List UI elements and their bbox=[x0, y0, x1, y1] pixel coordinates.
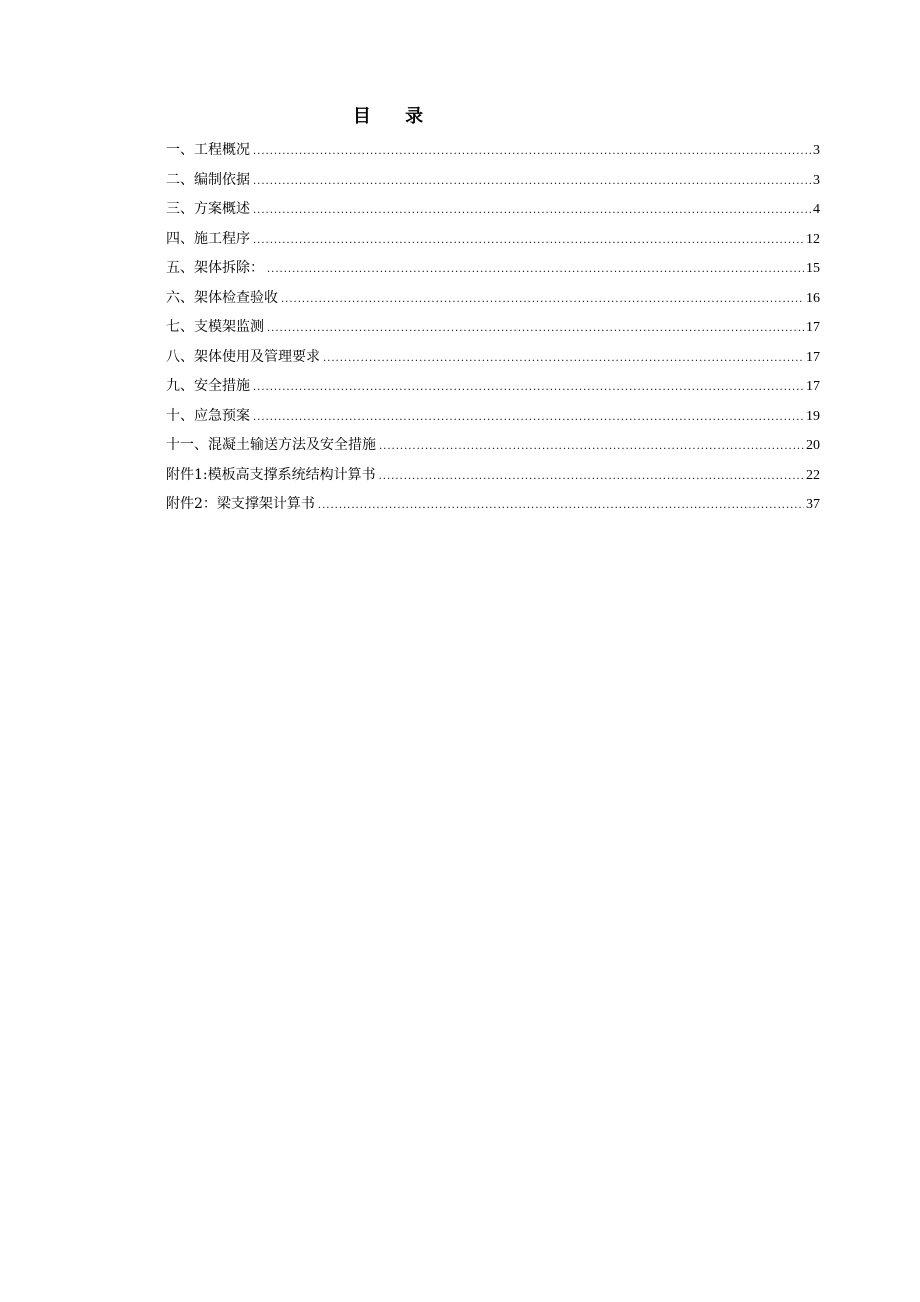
toc-entry-label: 七、支模架监测 bbox=[166, 319, 264, 335]
toc-entry-page: 3 bbox=[813, 172, 820, 188]
toc-dot-leader bbox=[253, 226, 804, 256]
toc-entry[interactable] bbox=[166, 166, 820, 196]
toc-entry[interactable] bbox=[166, 284, 820, 314]
toc-entry-label: 附件2：梁支撑架计算书 bbox=[166, 496, 315, 512]
toc-entry-label: 九、安全措施 bbox=[166, 378, 250, 394]
toc-entry[interactable] bbox=[166, 372, 820, 402]
toc-entry-label: 四、施工程序 bbox=[166, 230, 250, 247]
toc-entry-label: 五、架体拆除： bbox=[166, 260, 264, 276]
toc-entry-label: 附件1:模板高支撑系统结构计算书 bbox=[166, 466, 376, 483]
toc-entry[interactable] bbox=[166, 461, 820, 491]
toc-entry-page: 15 bbox=[806, 261, 820, 276]
toc-dot-leader bbox=[253, 137, 811, 167]
toc-entry-label: 二、编制依据 bbox=[166, 171, 250, 188]
toc-dot-leader bbox=[253, 196, 811, 226]
toc-entry[interactable] bbox=[166, 490, 820, 520]
toc-dot-leader bbox=[379, 432, 804, 462]
toc-entry-page: 3 bbox=[813, 143, 820, 158]
toc-entry[interactable] bbox=[166, 195, 820, 225]
toc-dot-leader bbox=[253, 167, 811, 197]
toc-entry[interactable] bbox=[166, 136, 820, 166]
toc-title: 目 录 bbox=[352, 106, 438, 127]
toc-dot-leader bbox=[318, 491, 804, 521]
toc-entry-page: 4 bbox=[813, 202, 820, 217]
toc-dot-leader bbox=[253, 403, 804, 433]
toc-entry[interactable] bbox=[166, 313, 820, 343]
toc-entry-label: 六、架体检查验收 bbox=[166, 289, 278, 306]
toc-dot-leader bbox=[267, 314, 804, 344]
toc-dot-leader bbox=[323, 344, 804, 374]
toc-entry-label: 三、方案概述 bbox=[166, 201, 250, 217]
toc-entry-page: 22 bbox=[806, 467, 820, 483]
toc-entry-label: 一、工程概况 bbox=[166, 142, 250, 158]
toc-dot-leader bbox=[281, 285, 804, 315]
toc-entry-page: 12 bbox=[806, 231, 820, 247]
toc-entry-page: 17 bbox=[806, 320, 820, 335]
toc-entry-label: 十一、混凝土输送方法及安全措施 bbox=[166, 437, 376, 453]
toc-entry[interactable] bbox=[166, 225, 820, 255]
toc-entry[interactable] bbox=[166, 254, 820, 284]
toc-entry-page: 17 bbox=[806, 379, 820, 394]
toc-entry[interactable] bbox=[166, 431, 820, 461]
toc-entry[interactable] bbox=[166, 402, 820, 432]
toc-entry-page: 17 bbox=[806, 349, 820, 365]
toc-entry[interactable] bbox=[166, 343, 820, 373]
toc-entry-label: 十、应急预案 bbox=[166, 407, 250, 424]
toc-entry-page: 20 bbox=[806, 438, 820, 453]
toc-dot-leader bbox=[253, 373, 804, 403]
toc-dot-leader bbox=[379, 462, 804, 492]
toc-entry-page: 37 bbox=[806, 497, 820, 512]
toc-entry-page: 16 bbox=[806, 290, 820, 306]
toc-entry-label: 八、架体使用及管理要求 bbox=[166, 348, 320, 365]
toc-dot-leader bbox=[267, 255, 804, 285]
toc-entry-page: 19 bbox=[806, 408, 820, 424]
toc-list bbox=[166, 136, 820, 520]
